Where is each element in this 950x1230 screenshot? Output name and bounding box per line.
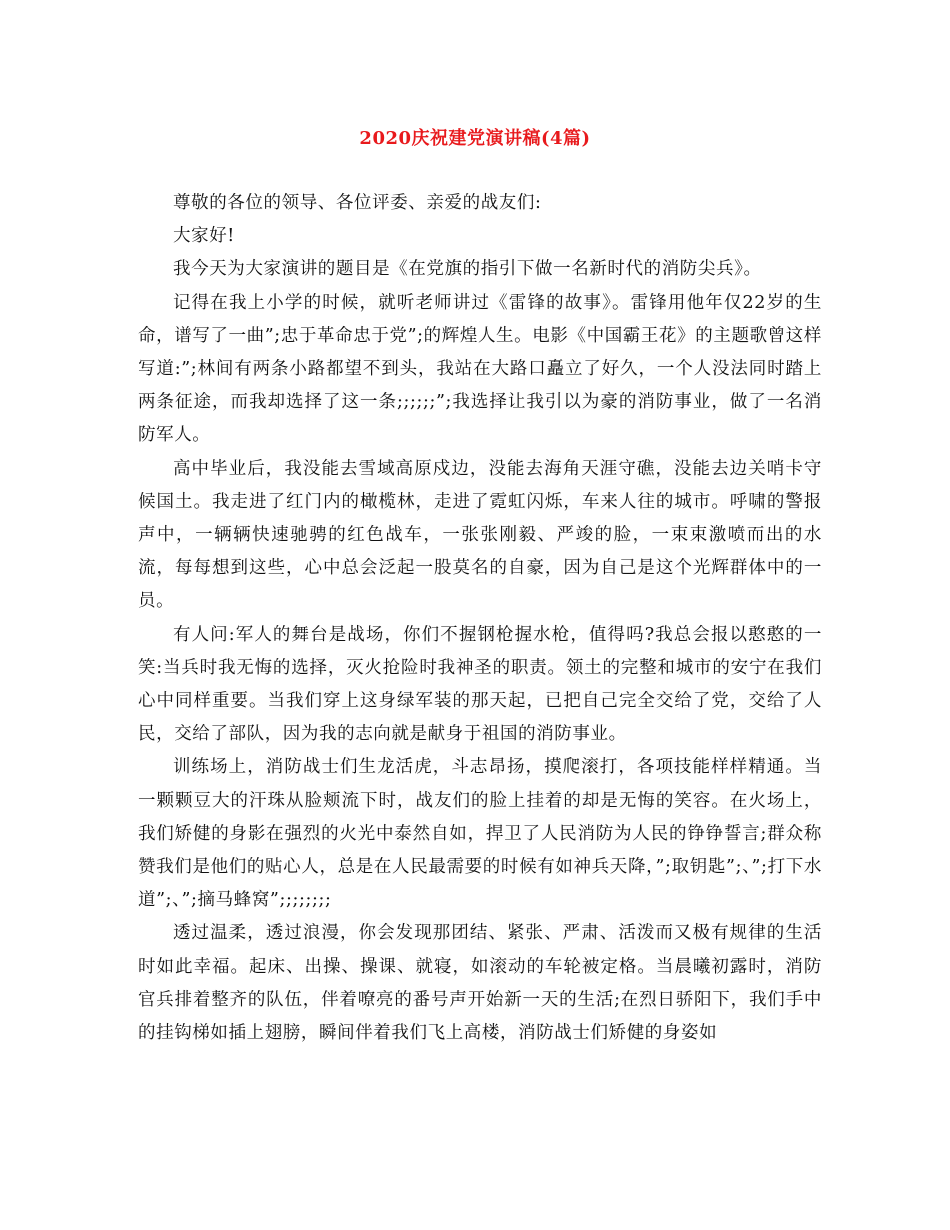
document-title: 2020庆祝建党演讲稿(4篇) bbox=[359, 128, 591, 149]
paragraph: 高中毕业后，我没能去雪域高原戍边，没能去海角天涯守礁，没能去边关哨卡守候国土。我走进了红门内的橄榄林，走进了霓虹闪烁，车来人往的城市。呼啸的警报声中，一辆辆快速驰骋的红色战车，一张张刚毅、严竣的脸，一束束激喷而出的水流，每每想到这些，心中总会泛起一股莫名的自豪，因为自己是这个光辉群体中的一员。 bbox=[138, 458, 822, 612]
paragraph: 我今天为大家演讲的题目是《在党旗的指引下做一名新时代的消防尖兵》。 bbox=[173, 259, 762, 280]
paragraph: 尊敬的各位的领导、各位评委、亲爱的战友们: bbox=[173, 193, 542, 213]
document-body bbox=[138, 187, 822, 1050]
paragraph: 透过温柔，透过浪漫，你会发现那团结、紧张、严肃、活泼而又极有规律的生活时如此幸福。起床、出操、操课、就寝，如滚动的车轮被定格。当晨曦初露时，消防官兵排着整齐的队伍，伴着嘹亮的番号声开始新一天的生活;在烈日骄阳下，我们手中的挂钩梯如插上翅膀，瞬间伴着我们飞上高楼，消防战士们矫健的身姿如 bbox=[138, 923, 822, 1044]
paragraph: 有人问:军人的舞台是战场，你们不握钢枪握水枪，值得吗?我总会报以憨憨的一笑:当兵时我无悔的选择，灭火抢险时我神圣的职责。领土的完整和城市的安宁在我们心中同样重要。当我们穿上这身绿军装的那天起，已把自己完全交给了党，交给了人民，交给了部队，因为我的志向就是献身于祖国的消防事业。 bbox=[138, 624, 822, 745]
paragraph: 大家好! bbox=[173, 226, 235, 247]
paragraph: 记得在我上小学的时候，就听老师讲过《雷锋的故事》。雷锋用他年仅22岁的生命，谱写了一曲”;忠于革命忠于党”;的辉煌人生。电影《中国霸王花》的主题歌曾这样写道:”;林间有两条小路都望不到头，我站在大路口矗立了好久，一个人没法同时踏上两条征途，而我却选择了这一条;;;;;;”;我选择让我引以为豪的消防事业，做了一名消防军人。 bbox=[138, 292, 822, 446]
paragraph: 训练场上，消防战士们生龙活虎，斗志昂扬，摸爬滚打，各项技能样样精通。当一颗颗豆大的汗珠从脸颊流下时，战友们的脸上挂着的却是无悔的笑容。在火场上，我们矫健的身影在强烈的火光中泰然自如，捍卫了人民消防为人民的铮铮誓言;群众称赞我们是他们的贴心人，总是在人民最需要的时候有如神兵天降，”;取钥匙”;、”;打下水道”;、”;摘马蜂窝”;;;;;;;; bbox=[138, 757, 822, 911]
